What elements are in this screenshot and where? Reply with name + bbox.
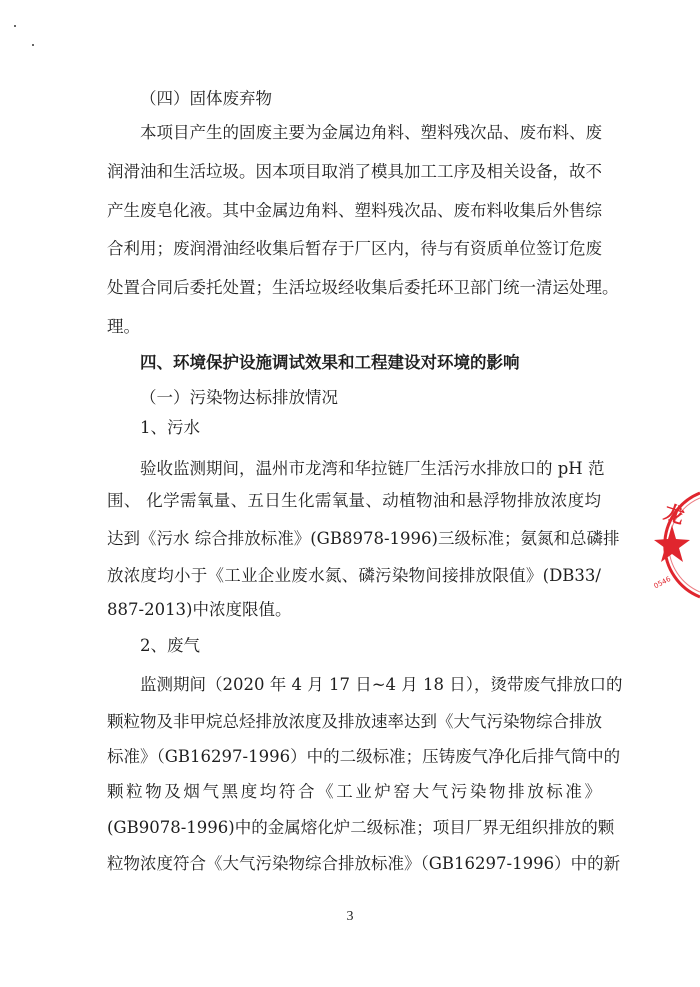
seal-character: 龙 bbox=[661, 499, 688, 529]
paragraph-line: 标准》（GB16297-1996）中的二级标准；压铸废气净化后排气筒中的 bbox=[107, 747, 621, 766]
seal-star-icon bbox=[654, 525, 690, 562]
paragraph-line: 达到《污水 综合排放标准》(GB8978-1996)三级标准；氨氮和总磷排 bbox=[107, 529, 620, 548]
paragraph-line: 处置合同后委托处置；生活垃圾经收集后委托环卫部门统一清运处理。 bbox=[107, 278, 619, 297]
paragraph-line: 润滑油和生活垃圾。因本项目取消了模具加工工序及相关设备，故不 bbox=[107, 162, 602, 181]
official-seal-stamp bbox=[636, 485, 700, 605]
paragraph-line: (GB9078-1996)中的金属熔化炉二级标准；项目厂界无组织排放的颗 bbox=[107, 818, 615, 837]
scan-speck bbox=[32, 44, 34, 46]
paragraph-line: 887-2013)中浓度限值。 bbox=[107, 600, 292, 619]
paragraph-line: 围、 化学需氧量、五日生化需氧量、动植物油和悬浮物排放浓度均 bbox=[107, 491, 601, 510]
paragraph-line: 颗粒物及烟气黑度均符合《工业炉窑大气污染物排放标准》 bbox=[107, 782, 601, 801]
item-heading: 2、废气 bbox=[140, 636, 200, 655]
paragraph-line: 颗粒物及非甲烷总烃排放浓度及排放速率达到《大气污染物综合排放 bbox=[107, 712, 602, 731]
paragraph-line: 合利用；废润滑油经收集后暂存于厂区内，待与有资质单位签订危废 bbox=[107, 239, 602, 258]
paragraph-line: 粒物浓度符合《大气污染物综合排放标准》（GB16297-1996）中的新 bbox=[107, 854, 621, 873]
subsection-heading: （一）污染物达标排放情况 bbox=[140, 388, 338, 407]
paragraph-line: 监测期间（2020 年 4 月 17 日~4 月 18 日），烫带废气排放口的 bbox=[140, 675, 623, 694]
page-number: 3 bbox=[346, 909, 354, 924]
paragraph-line: 放浓度均小于《工业企业废水氮、磷污染物间接排放限值》(DB33/ bbox=[107, 566, 601, 585]
scan-speck bbox=[14, 25, 16, 27]
section-heading: 四、环境保护设施调试效果和工程建设对环境的影响 bbox=[140, 353, 520, 372]
seal-digits: 0546 bbox=[652, 574, 673, 591]
paragraph-line: 验收监测期间，温州市龙湾和华拉链厂生活污水排放口的 pH 范 bbox=[140, 459, 605, 478]
paragraph-line: 产生废皂化液。其中金属边角料、塑料残次品、废布料收集后外售综 bbox=[107, 201, 602, 220]
item-heading: 1、污水 bbox=[140, 418, 200, 437]
paragraph-line: 本项目产生的固废主要为金属边角料、塑料残次品、废布料、废 bbox=[140, 123, 602, 142]
paragraph-line: 理。 bbox=[107, 317, 140, 336]
subsection-heading: （四）固体废弃物 bbox=[140, 89, 272, 108]
